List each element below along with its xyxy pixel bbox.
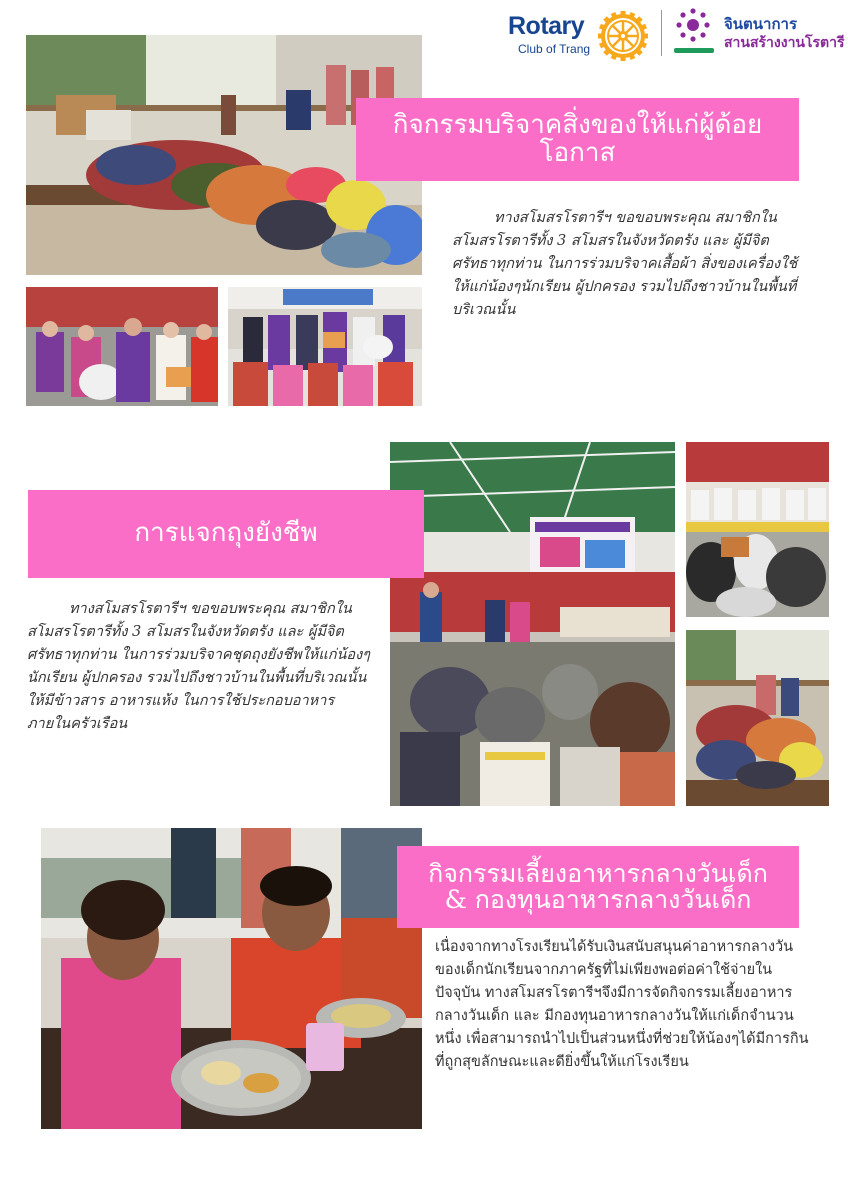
section-title-line2: & กองทุนอาหารกลางวันเด็ก — [444, 885, 752, 914]
imagine-title: จินตนาการ — [724, 16, 798, 33]
section-paragraph-donation — [452, 207, 812, 322]
section-title-donation: กิจกรรมบริจาคสิ่งของให้แก่ผู้ด้อยโอกาส — [356, 98, 799, 181]
donation-handover-photo — [26, 287, 218, 406]
imagine-sun-icon — [676, 8, 710, 42]
section-title-line1: กิจกรรมเลี้ยงอาหารกลางวันเด็ก — [428, 858, 768, 888]
imagine-green-bar — [674, 48, 714, 53]
paragraph-text: ทางสโมสรโรตารีฯ ขอขอบพระคุณ สมาชิกในสโมสรโรตารีทั้ง 3 สโมสรในจังหวัดตรัง และ ผู้มีจิตศรัทธาทุกท่าน ในการร่วมบริจาคเสื้อผ้า สิ่งของเครื่องใช้ ให้แก่น้องๆนักเรียน ผู้ปกครอง รวมไปถึงชาวบ้านในพื้นที่บริเวณนั้น — [452, 210, 798, 318]
paragraph-text: ทางสโมสรโรตารีฯ ขอขอบพระคุณ สมาชิกในสโมสรโรตารีทั้ง 3 สโมสรในจังหวัดตรัง และ ผู้มีจิตศรัทธาทุกท่าน ในการร่วมบริจาคชุดถุงยังชีพให้แก่น้องๆนักเรียน ผู้ปกครอง รวมไปถึงชาวบ้านในพื้นที่บริเวณนั้น ให้มีข้าวสาร อาหารแห้ง ในการใช้ประกอบอาหารภายในครัวเรือน — [27, 601, 370, 732]
survival-bags-pile-photo — [686, 442, 829, 617]
section-paragraph-lunch-program: เนื่องจากทางโรงเรียนได้รับเงินสนับสนุนค่าอาหารกลางวันของเด็กนักเรียนจากภาครัฐที่ไม่เพียงพอต่อค่าใช้จ่ายในปัจจุบัน ทางสโมสรโรตารีฯจึงมีการจัดกิจกรรมเลี้ยงอาหารกลางวันเด็ก และ มีกองทุนอาหารกลางวันให้แก่เด็กจำนวนหนึ่ง เพื่อสามารถนำไปเป็นส่วนหนึ่งที่ช่วยให้น้องๆได้มีการกินที่ถูกสุขลักษณะและดียิ่งขึ้นให้แก่โรงเรียน — [435, 939, 809, 1070]
rotary-club-name: Club of Trang — [518, 42, 591, 56]
imagine-subtitle: สานสร้างงานโรตารี — [724, 34, 845, 50]
section-title-lunch-program — [397, 846, 799, 928]
imagine-rotary-logo — [672, 6, 845, 60]
rotary-club-logo — [508, 10, 653, 58]
lunch-children-photo — [41, 828, 422, 1129]
rotary-wheel-icon — [597, 10, 649, 62]
section-title-survival-bags: การแจกถุงยังชีพ — [28, 490, 424, 578]
clothing-donations-photo — [686, 630, 829, 806]
logo-divider — [661, 10, 662, 56]
donation-group-photo — [228, 287, 422, 406]
survival-bag-event-photo — [390, 442, 675, 806]
rotary-wordmark: Rotary — [508, 12, 585, 40]
section-paragraph-survival-bags — [27, 598, 372, 736]
